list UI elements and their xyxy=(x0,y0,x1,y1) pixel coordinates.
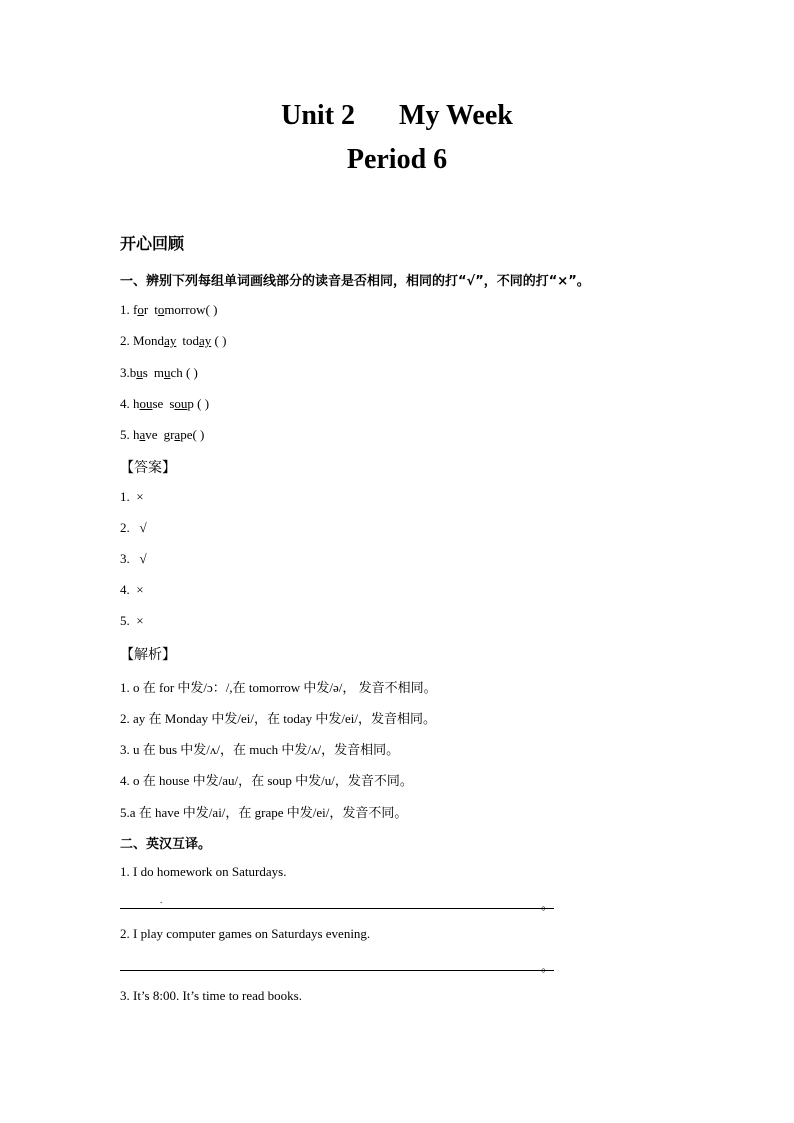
translation-item: 3. It’s 8:00. It’s time to read books. xyxy=(120,988,302,1003)
answer-heading: 【答案】 xyxy=(120,460,176,476)
exercise-2-instruction: 二、英汉互译。 xyxy=(120,837,212,852)
explanation-item: 2. ay 在 Monday 中发/ei/，在 today 中发/ei/，发音相同。 xyxy=(120,711,436,726)
exercise-1-item: 5. have grape( ) xyxy=(120,427,205,442)
exercise-1-item: 3.bus much ( ) xyxy=(120,365,198,380)
explanation-item: 5.a 在 have 中发/ai/，在 grape 中发/ei/，发音不同。 xyxy=(120,805,408,820)
explanation-item: 1. o 在 for 中发/ɔ：/,在 tomorrow 中发/ə/， 发音不相同。 xyxy=(120,680,437,695)
stray-dot: . xyxy=(160,895,163,905)
answer-item: 3. √ xyxy=(120,551,147,566)
answer-item: 1. × xyxy=(120,489,144,504)
answer-item: 2. √ xyxy=(120,520,147,535)
exercise-1-instruction: 一、辨别下列每组单词画线部分的读音是否相同，相同的打“√”，不同的打“×”。 xyxy=(120,274,590,289)
full-stop: 。 xyxy=(541,898,555,913)
exercise-1-item: 1. for tomorrow( ) xyxy=(120,302,218,317)
translation-item: 1. I do homework on Saturdays. xyxy=(120,864,287,879)
exercise-1-item: 4. house soup ( ) xyxy=(120,396,210,411)
section-heading-review: 开心回顾 xyxy=(120,234,185,253)
answer-blank-line[interactable] xyxy=(120,908,554,909)
explanation-heading: 【解析】 xyxy=(120,647,176,663)
unit-name: My Week xyxy=(399,100,513,131)
explanation-item: 4. o 在 house 中发/au/，在 soup 中发/u/，发音不同。 xyxy=(120,773,413,788)
exercise-1-item: 2. Monday today ( ) xyxy=(120,333,227,348)
explanation-item: 3. u 在 bus 中发/ʌ/，在 much 中发/ʌ/，发音相同。 xyxy=(120,742,400,757)
period-title: Period 6 xyxy=(346,144,448,175)
answer-blank-line[interactable] xyxy=(120,970,554,971)
translation-item: 2. I play computer games on Saturdays evening. xyxy=(120,926,371,941)
unit-title xyxy=(0,100,794,132)
answer-item: 5. × xyxy=(120,613,144,628)
answer-item: 4. × xyxy=(120,582,144,597)
full-stop: 。 xyxy=(541,960,555,975)
unit-label: Unit 2 xyxy=(281,100,356,131)
